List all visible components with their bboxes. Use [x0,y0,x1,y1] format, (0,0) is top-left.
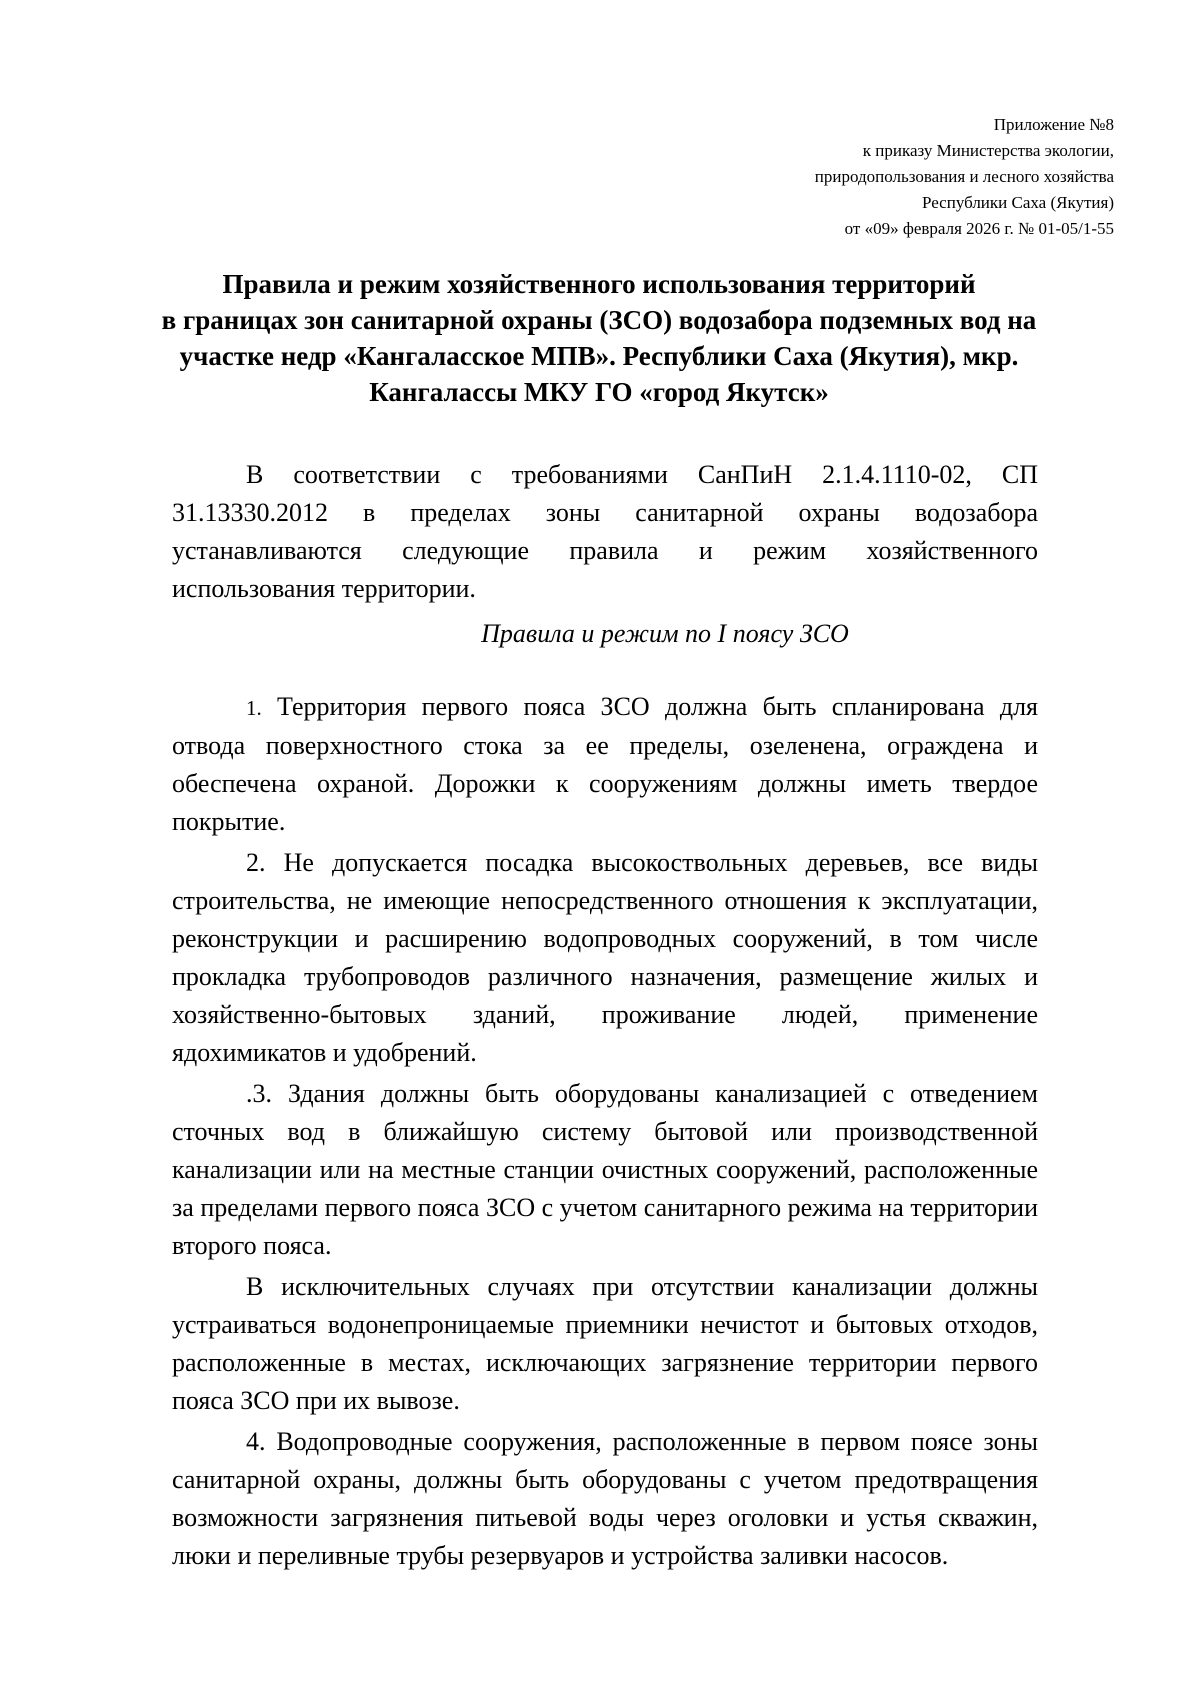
rule-paragraph-2: 2. Не допускается посадка высокоствольных деревьев, все виды строительства, не имеющие непосредственного отношения к эксплуатации, реконструкции и расширению водопроводных сооружений, в том числе прокладка трубопроводов различного назначения, размещение жилых и хозяйственно-бытовых зданий, проживание людей, применение ядохимикатов и удобрений. [172,848,1038,1067]
rule-paragraph-3-exception: В исключительных случаях при отсутствии канализации должны устраиваться водонепроницаемые приемники нечистот и бытовых отходов, расположенные в местах, исключающих загрязнение территории первого пояса ЗСО при их вывозе. [172,1272,1038,1415]
appendix-block [815,112,1114,242]
appendix-line-date: от «09» февраля 2026 г. № 01-05/1-55 [844,219,1114,238]
intro-section [172,456,1038,608]
appendix-line-republic: Республики Саха (Якутия) [921,193,1114,212]
document-title [160,266,1038,410]
rules-list [172,688,1038,1578]
rule-1-text: Территория первого пояса ЗСО должна быть спланирована для отвода поверхностного стока за ее пределы, озеленена, ограждена и обеспечена охраной. Дорожки к сооружениям должны иметь твердое покрытие. [172,692,1038,836]
title-line-4: Кангалассы МКУ ГО «город Якутск» [369,377,829,407]
rule-paragraph-3: .3. Здания должны быть оборудованы канализацией с отведением сточных вод в ближайшую систему бытовой или производственной канализации или на местные станции очистных сооружений, расположенные за пределами первого пояса ЗСО с учетом санитарного режима на территории второго пояса. [172,1079,1038,1260]
appendix-line-order: к приказу Министерства экологии, [862,141,1114,160]
rule-paragraph-1 [172,688,1038,841]
appendix-line-ministry: природопользования и лесного хозяйства [814,167,1114,186]
rule-1-number: 1. [246,696,262,720]
appendix-line-number: Приложение №8 [993,115,1114,134]
title-line-3: участке недр «Кангаласское МПВ». Республики Саха (Якутия), мкр. [179,341,1019,371]
section-subheading: Правила и режим по I поясу ЗСО [481,619,849,648]
intro-paragraph: В соответствии с требованиями СанПиН 2.1.4.1110-02, СП 31.13330.2012 в пределах зоны санитарной охраны водозабора устанавливаются следующие правила и режим хозяйственного использования территории. [172,460,1038,603]
rule-paragraph-4: 4. Водопроводные сооружения, расположенные в первом поясе зоны санитарной охраны, должны быть оборудованы с учетом предотвращения возможности загрязнения питьевой воды через оголовки и устья скважин, люки и переливные трубы резервуаров и устройства заливки насосов. [172,1427,1038,1570]
title-line-1: Правила и режим хозяйственного использования территорий [222,269,976,299]
title-line-2: в границах зон санитарной охраны (ЗСО) водозабора подземных вод на [161,305,1037,335]
